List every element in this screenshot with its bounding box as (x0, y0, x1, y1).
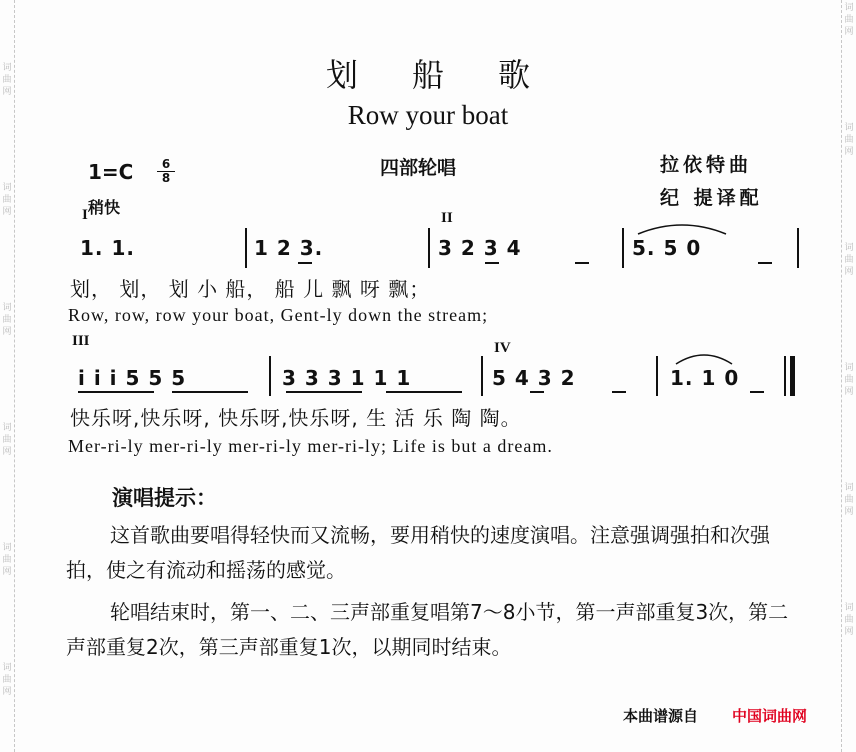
barline (428, 228, 430, 268)
time-numerator: 6 (161, 157, 171, 171)
tips-heading: 演唱提示： (112, 486, 217, 510)
barline (797, 228, 799, 268)
watermark-text: 词 曲 网 (844, 603, 854, 637)
arranger-credit: 纪 提译配 (660, 187, 763, 209)
underline (298, 262, 312, 264)
watermark-text: 词 曲 网 (844, 483, 854, 517)
watermark-text: 词 曲 网 (844, 363, 854, 397)
lyrics-chinese-line-1: 划， 划， 划 小 船， 船 儿 飘 呀 飘； (70, 277, 431, 301)
underline (575, 262, 589, 264)
underline (612, 391, 626, 393)
part-mark-2: II (441, 210, 453, 226)
watermark-text: 词 曲 网 (2, 303, 12, 337)
watermark-text: 词 曲 网 (2, 63, 12, 97)
measure-6: 3 3 3 1 1 1 (282, 366, 412, 390)
final-barline-thin (784, 356, 786, 396)
underline (758, 262, 772, 264)
barline (622, 228, 624, 268)
measure-5: i i i 5 5 5 (78, 366, 187, 390)
measure-1: 1. 1. (80, 236, 135, 260)
measure-7: 5 4 3 2 (492, 366, 576, 390)
song-title-chinese: 划船歌 (325, 56, 584, 94)
tie-arc (674, 346, 734, 366)
watermark-text: 词 曲 网 (844, 243, 854, 277)
watermark-text: 词 曲 网 (2, 663, 12, 697)
song-title-english: Row your boat (347, 100, 509, 130)
time-signature (157, 158, 175, 185)
measure-2: 1 2 3. (254, 236, 324, 260)
watermark-text: 词 曲 网 (844, 123, 854, 157)
underline (386, 391, 462, 393)
barline (656, 356, 658, 396)
lyrics-english-line-1: Row, row, row your boat, Gent-ly down the stream; (68, 305, 489, 325)
barline (269, 356, 271, 396)
source-label: 本曲谱源自 (623, 707, 699, 725)
lyrics-chinese-line-2: 快乐呀,快乐呀, 快乐呀,快乐呀, 生 活 乐 陶 陶。 (70, 406, 522, 430)
part-mark-4: IV (494, 340, 511, 356)
part-mark-3: III (72, 333, 90, 349)
underline (172, 391, 248, 393)
performance-subtitle: 四部轮唱 (380, 157, 457, 179)
watermark-text: 词 曲 网 (2, 543, 12, 577)
tie-arc (636, 216, 728, 236)
watermark-text: 词 曲 网 (844, 3, 854, 37)
lyrics-english-line-2: Mer-ri-ly mer-ri-ly mer-ri-ly mer-ri-ly; Life is but a dream. (68, 436, 553, 456)
barline (481, 356, 483, 396)
final-barline-thick (790, 356, 795, 396)
underline (485, 262, 499, 264)
measure-3: 3 2 3 4 (438, 236, 522, 260)
watermark-text: 词 曲 网 (2, 423, 12, 457)
key-signature: 1=C (88, 160, 134, 184)
barline (245, 228, 247, 268)
measure-8: 1. 1 0 (670, 366, 740, 390)
measure-4: 5. 5 0 (632, 236, 702, 260)
watermark-text: 词 曲 网 (2, 183, 12, 217)
composer-credit: 拉依特曲 (660, 154, 753, 176)
tips-paragraph-1: 这首歌曲要唱得轻快而又流畅，要用稍快的速度演唱。注意强调强拍和次强拍，使之有流动和摇荡的感觉。 (66, 523, 770, 582)
time-denominator: 8 (157, 171, 175, 185)
part-mark-1: I (82, 207, 88, 223)
source-site-link[interactable]: 中国词曲网 (732, 707, 808, 725)
underline (286, 391, 362, 393)
underline (78, 391, 154, 393)
underline (530, 391, 544, 393)
underline (750, 391, 764, 393)
tempo-marking: 稍快 (88, 198, 121, 217)
tips-paragraph-2: 轮唱结束时，第一、二、三声部重复唱第7～8小节，第一声部重复3次，第二声部重复2次，第三声部重复1次，以期同时结束。 (66, 600, 789, 659)
